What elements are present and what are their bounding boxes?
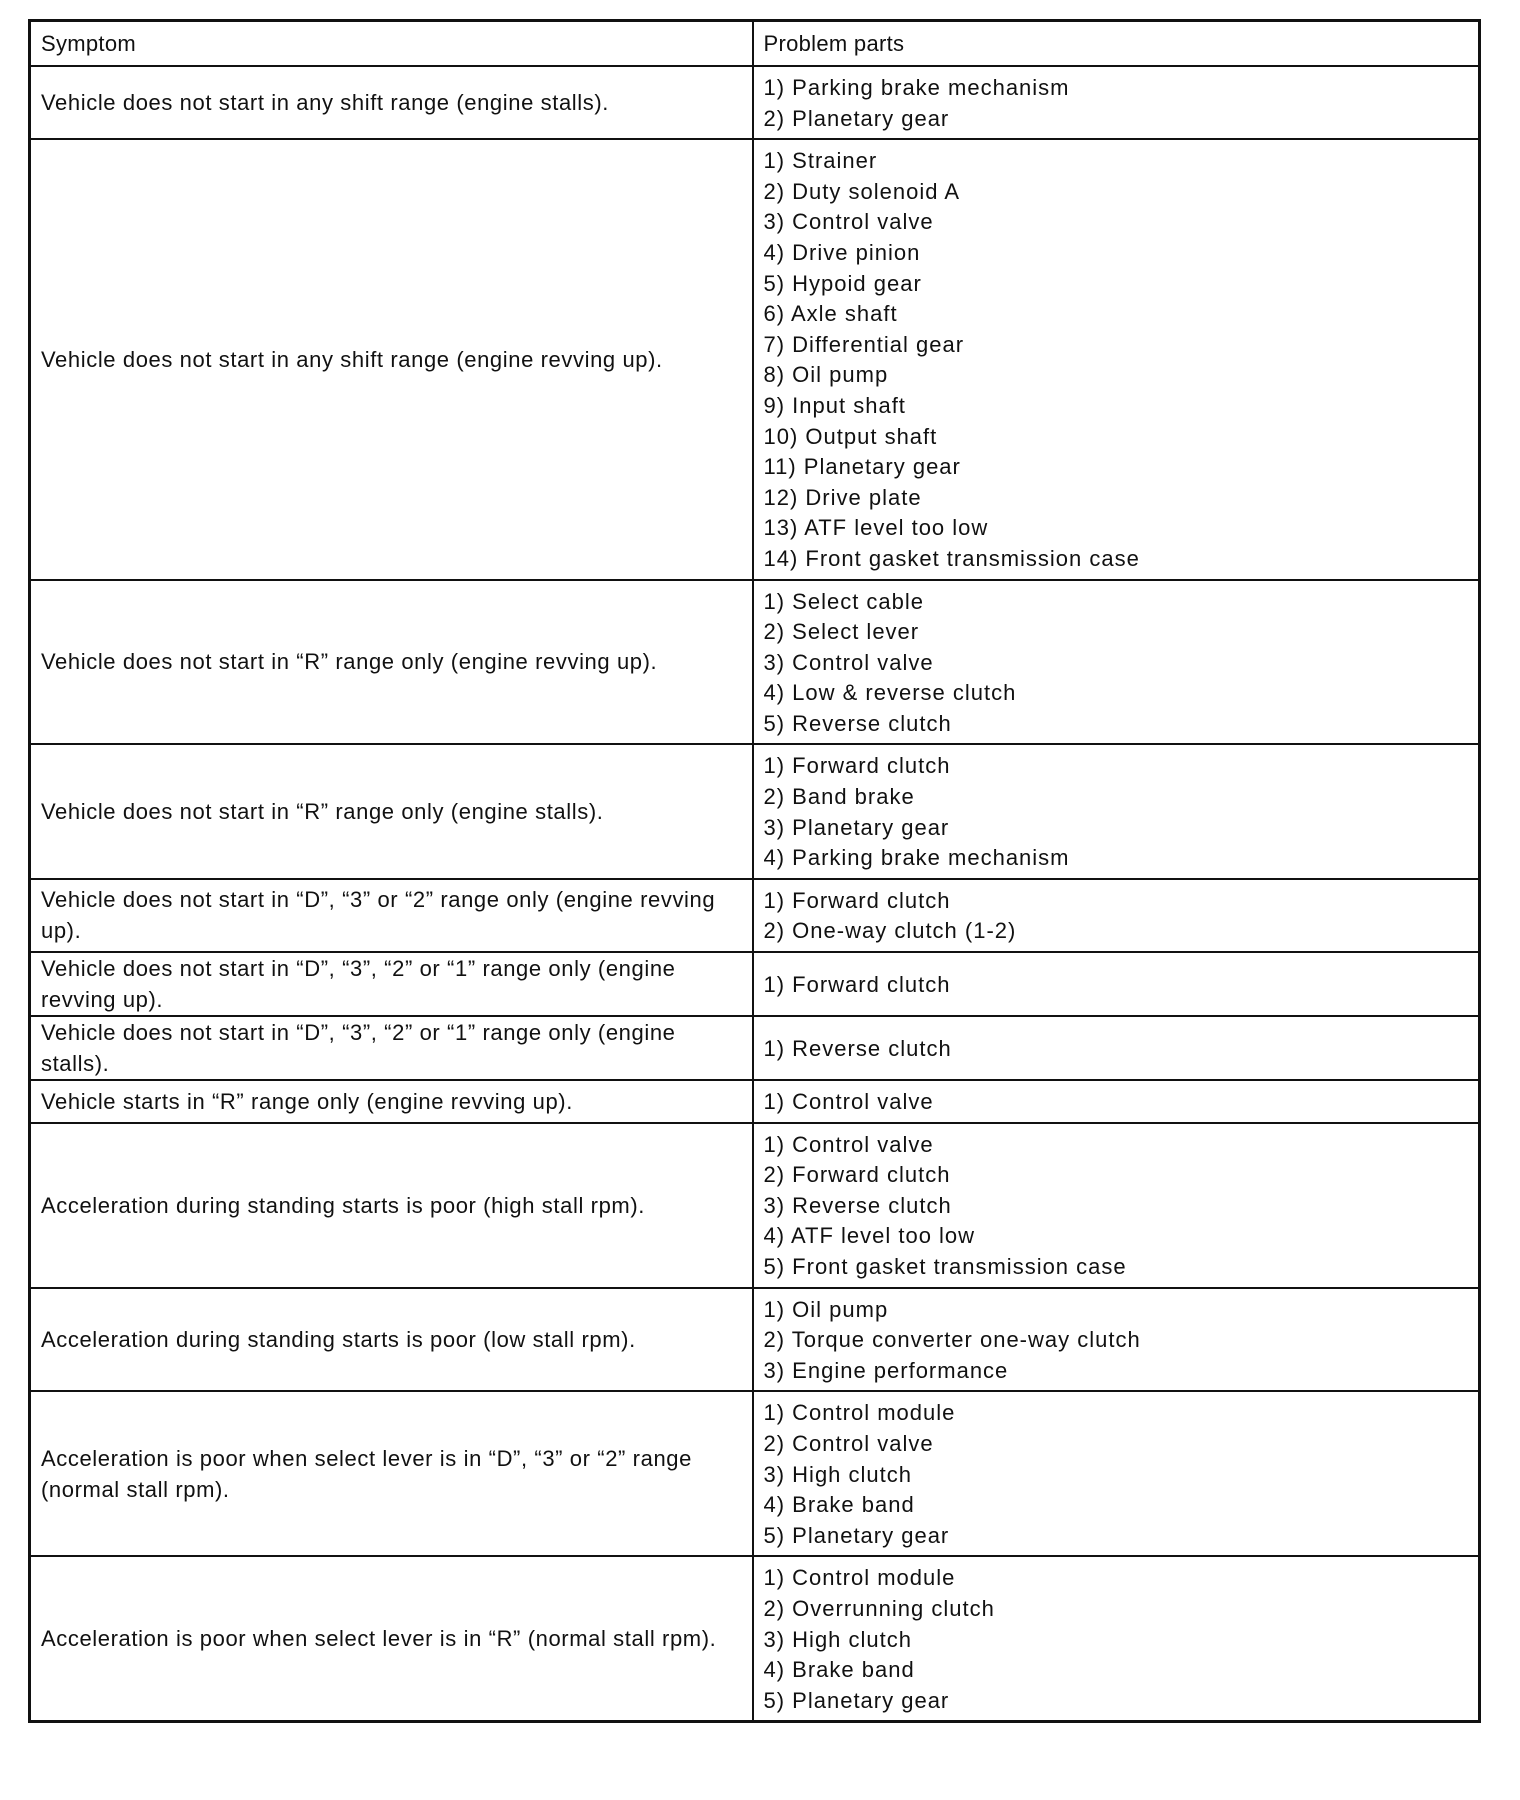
symptom-cell: Vehicle does not start in “R” range only (engine stalls). [30, 744, 753, 878]
symptom-cell: Vehicle does not start in any shift range (engine revving up). [30, 139, 753, 579]
problem-part-item: 1) Control module [763, 1565, 956, 1591]
problem-part-item: 1) Control module [763, 1400, 956, 1426]
problem-part-item: 11) Planetary gear [763, 454, 961, 480]
problem-part-item: 1) Control valve [763, 1089, 934, 1115]
problem-part-item: 1) Forward clutch [763, 887, 951, 913]
problem-parts-list [764, 1295, 1469, 1387]
problem-parts-list [764, 1087, 1469, 1118]
problem-parts-cell [753, 1080, 1480, 1123]
table-row [30, 1123, 1480, 1288]
table-row [30, 1080, 1480, 1123]
table-row [30, 66, 1480, 139]
problem-parts-list [764, 751, 1469, 873]
problem-part-item: 3) High clutch [763, 1626, 913, 1652]
symptom-cell: Acceleration during standing starts is poor (high stall rpm). [30, 1123, 753, 1288]
problem-part-item: 2) Torque converter one-way clutch [763, 1327, 1141, 1353]
problem-parts-cell [753, 1123, 1480, 1288]
problem-part-item: 8) Oil pump [763, 362, 889, 388]
problem-part-item: 4) ATF level too low [763, 1223, 976, 1249]
symptom-cell: Vehicle does not start in any shift range (engine stalls). [30, 66, 753, 139]
problem-part-item: 3) Planetary gear [763, 814, 950, 840]
problem-part-item: 1) Reverse clutch [763, 1035, 952, 1061]
problem-parts-cell [753, 1016, 1480, 1080]
problem-parts-cell [753, 1288, 1480, 1392]
problem-part-item: 1) Forward clutch [763, 971, 951, 997]
problem-part-item: 3) Control valve [763, 209, 934, 235]
problem-part-item: 2) Band brake [763, 784, 915, 810]
table-row [30, 139, 1480, 579]
symptom-cell: Vehicle does not start in “D”, “3” or “2” range only (engine revving up). [30, 879, 753, 952]
problem-part-item: 4) Low & reverse clutch [763, 680, 1017, 706]
table-row [30, 1391, 1480, 1556]
problem-part-item: 1) Strainer [763, 148, 878, 174]
problem-part-item: 12) Drive plate [763, 484, 922, 510]
problem-part-item: 2) Control valve [763, 1430, 934, 1456]
problem-part-item: 1) Select cable [763, 588, 925, 614]
problem-part-item: 3) Control valve [763, 649, 934, 675]
problem-part-item: 3) High clutch [763, 1461, 913, 1487]
problem-parts-cell [753, 744, 1480, 878]
problem-part-item: 2) One-way clutch (1-2) [763, 918, 1017, 944]
problem-parts-list [764, 1034, 1469, 1065]
problem-part-item: 5) Front gasket transmission case [763, 1254, 1127, 1279]
table-row [30, 744, 1480, 878]
symptom-column-header: Symptom [30, 21, 753, 67]
symptom-cell: Vehicle does not start in “R” range only (engine revving up). [30, 580, 753, 745]
problem-part-item: 2) Planetary gear [763, 105, 950, 131]
problem-parts-list [764, 1563, 1469, 1716]
problem-parts-list [764, 1130, 1469, 1283]
problem-parts-cell [753, 1556, 1480, 1721]
problem-part-item: 5) Planetary gear [763, 1687, 950, 1713]
problem-part-item: 4) Drive pinion [763, 239, 921, 265]
table-row [30, 1556, 1480, 1721]
problem-parts-list [764, 886, 1469, 947]
problem-part-item: 3) Reverse clutch [763, 1192, 952, 1218]
problem-part-item: 3) Engine performance [763, 1357, 1009, 1383]
symptom-cell: Vehicle does not start in “D”, “3”, “2” or “1” range only (engine stalls). [30, 1016, 753, 1080]
problem-part-item: 14) Front gasket transmission case [763, 545, 1140, 571]
problem-part-item: 1) Forward clutch [763, 753, 951, 779]
problem-part-item: 4) Brake band [763, 1492, 915, 1518]
problem-parts-cell [753, 1391, 1480, 1556]
table-row [30, 1016, 1480, 1080]
table-row [30, 879, 1480, 952]
problem-part-item: 2) Duty solenoid A [763, 178, 961, 204]
table-row [30, 580, 1480, 745]
symptom-cell: Acceleration is poor when select lever is in “D”, “3” or “2” range (normal stall rpm). [30, 1391, 753, 1556]
problem-parts-list [764, 73, 1469, 134]
problem-part-item: 1) Control valve [763, 1131, 934, 1157]
problem-parts-list [764, 970, 1469, 1001]
symptom-cell: Acceleration is poor when select lever is in “R” (normal stall rpm). [30, 1556, 753, 1721]
problem-part-item: 1) Parking brake mechanism [763, 75, 1070, 100]
problem-parts-cell [753, 139, 1480, 579]
problem-part-item: 1) Oil pump [763, 1296, 889, 1322]
problem-parts-column-header: Problem parts [753, 21, 1480, 67]
problem-part-item: 2) Overrunning clutch [763, 1595, 995, 1621]
problem-part-item: 5) Planetary gear [763, 1522, 950, 1548]
problem-parts-list [764, 146, 1469, 574]
problem-part-item: 2) Forward clutch [763, 1162, 951, 1188]
problem-part-item: 10) Output shaft [763, 423, 938, 449]
problem-part-item: 7) Differential gear [763, 331, 965, 357]
problem-parts-list [764, 587, 1469, 740]
problem-part-item: 13) ATF level too low [763, 515, 989, 541]
problem-parts-cell [753, 879, 1480, 952]
problem-part-item: 2) Select lever [763, 619, 920, 645]
table-row [30, 1288, 1480, 1392]
problem-part-item: 4) Brake band [763, 1657, 915, 1683]
problem-part-item: 5) Hypoid gear [763, 270, 922, 296]
problem-parts-cell [753, 952, 1480, 1016]
problem-parts-cell [753, 66, 1480, 139]
symptom-cell: Vehicle starts in “R” range only (engine revving up). [30, 1080, 753, 1123]
problem-part-item: 6) Axle shaft [763, 301, 898, 327]
problem-parts-cell [753, 580, 1480, 745]
symptom-table [28, 19, 1481, 1723]
problem-parts-list [764, 1398, 1469, 1551]
table-row [30, 952, 1480, 1016]
symptom-cell: Acceleration during standing starts is poor (low stall rpm). [30, 1288, 753, 1392]
header-row [30, 21, 1480, 67]
problem-part-item: 5) Reverse clutch [763, 710, 952, 736]
symptom-cell: Vehicle does not start in “D”, “3”, “2” or “1” range only (engine revving up). [30, 952, 753, 1016]
problem-part-item: 4) Parking brake mechanism [763, 845, 1070, 871]
problem-part-item: 9) Input shaft [763, 392, 906, 418]
